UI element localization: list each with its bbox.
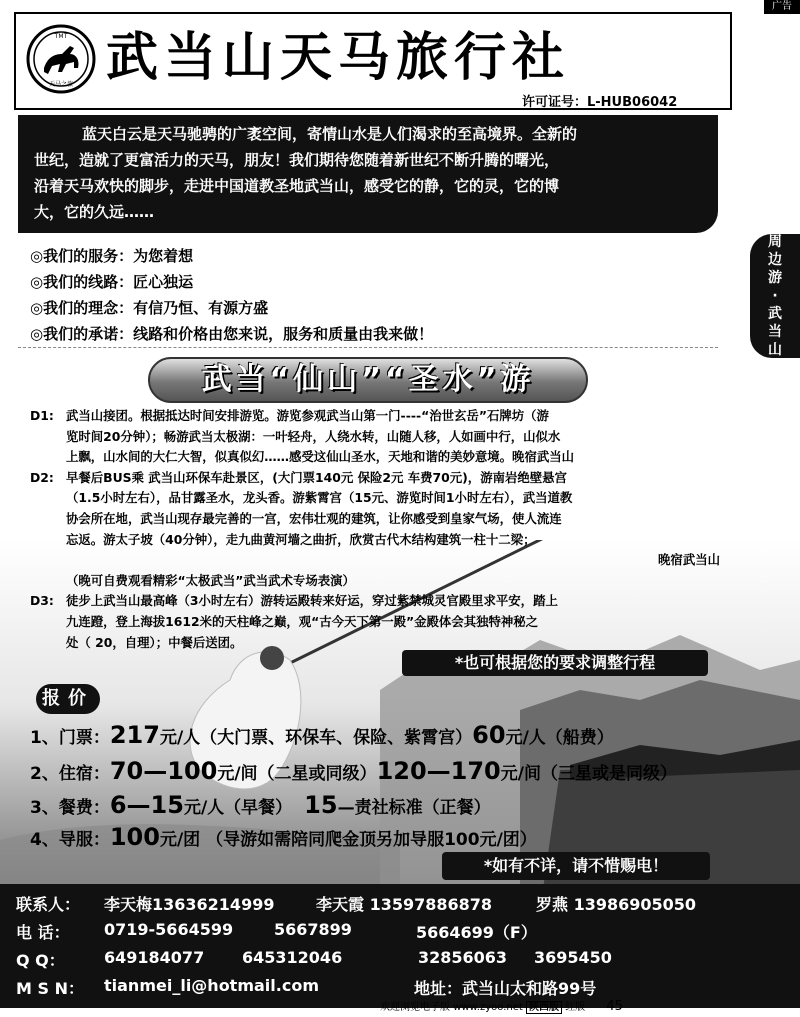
day-line: 协会所在地，武当山现存最完善的一宫，宏伟壮观的建筑，让你感受到皇家气场，使人流连 (66, 510, 562, 526)
price-unit: 元/间（三星或是同级） (500, 764, 677, 784)
contact-person: 李天梅13636214999 (104, 895, 275, 914)
service-item: ◎我们的服务：为您着想 (30, 247, 194, 265)
price-item (30, 822, 537, 855)
day-line: 忘返。游太子坡（40分钟），走九曲黄河墙之曲折，欣赏古代木结构建筑一柱十二梁； (66, 531, 536, 547)
footer-edition: 红版 (565, 1002, 586, 1013)
company-logo (26, 24, 96, 94)
contact-panel (0, 884, 800, 1008)
route-title-banner: 武当“仙山”“圣水”游 (148, 357, 588, 403)
qq-number: 649184077 (104, 948, 205, 967)
page-number: 45 (606, 999, 623, 1014)
address: 地址：武当山太和路99号 (414, 979, 597, 998)
service-item: ◎我们的承诺：线路和价格由您来说，服务和质量由我来做！ (30, 325, 434, 343)
qq-number: 3695450 (534, 948, 612, 967)
day-row (30, 406, 720, 468)
qq-number: 645312046 (242, 948, 343, 967)
intro-line: 大，它的久远…… (34, 203, 155, 221)
side-tab-char: 周 (768, 234, 782, 250)
ad-tag: 广告 (764, 0, 800, 14)
day-line: 九连蹬，登上海拔1612米的天柱峰之巅，观“古今天下第一殿”金殿体会其独特神秘之 (66, 613, 539, 629)
price-item (30, 720, 614, 753)
phone-number: 5667899 (274, 920, 352, 939)
day-line: 武当山接团。根据抵达时间安排游览。游览参观武当山第一门----“治世玄岳”石牌坊（游 (66, 408, 549, 423)
day-label: D1: (30, 408, 54, 423)
service-item: ◎我们的理念：有信乃恒、有源方盛 (30, 299, 269, 317)
msn-email[interactable]: tianmei_li@hotmail.com (104, 976, 319, 995)
price-label: 4、导服： (30, 830, 110, 850)
price-value: 6—15 (109, 791, 184, 819)
day-description (66, 468, 720, 592)
side-tab-char: · (772, 288, 778, 304)
price-label: 2、住宿： (30, 764, 110, 784)
day-line: 徒步上武当山最高峰（3小时左右）游转运殿转来好运，穿过紫禁城灵官殿里求平安，踏上 (66, 593, 558, 609)
price-value: 100 (109, 823, 160, 851)
day-label: D2: (30, 469, 54, 485)
price-unit: 元/人（大门票、环保车、保险、紫霄宫） (159, 728, 473, 748)
price-unit: 元/间（二星或同级） (217, 764, 377, 784)
contact-person: 李天霞 13597886878 (316, 895, 493, 914)
day-row (30, 591, 720, 653)
price-unit: 元/人（船费） (505, 728, 614, 748)
logo-top-text: TMT (54, 33, 68, 40)
price-value: 60 (472, 721, 506, 749)
price-heading: 报价 (36, 684, 100, 714)
itinerary (30, 406, 720, 653)
price-value: 15 (304, 791, 338, 819)
intro-line: 世纪，造就了更富活力的天马，朋友！我们期待您随着新世纪不断升腾的曙光， (34, 151, 560, 169)
intro-line: 蓝天白云是天马驰骋的广袤空间，寄情山水是人们渴求的至高境界。全新的 (82, 125, 578, 143)
footer-website: 欢迎浏览电子版 www.zyoo.net (380, 1002, 523, 1013)
price-label: 3、餐费： (30, 798, 110, 818)
price-unit: 元/人（早餐） (183, 798, 293, 818)
side-tab (750, 234, 800, 358)
side-tab-char: 当 (768, 324, 782, 340)
contact-label: 电 话： (16, 923, 70, 942)
day-label: D3: (30, 593, 54, 609)
side-tab-char: 边 (768, 252, 782, 268)
contact-label: M S N： (16, 979, 84, 998)
day-description (66, 591, 720, 653)
price-value: 120—170 (376, 757, 501, 785)
intro-block (18, 115, 718, 233)
adjust-note: *也可根据您的要求调整行程 (402, 650, 708, 676)
services-list (30, 243, 433, 347)
footer-edition-box: 陕西版 (526, 1001, 562, 1014)
price-value: 217 (109, 721, 160, 749)
day-row (30, 468, 720, 592)
license-number: 许可证号：L-HUB06042 (522, 95, 678, 110)
day-line: 早餐后BUS乘 武当山环保车赴景区，(大门票140元 保险2元 车费70元)，游南岩绝壁悬宫 (66, 469, 567, 485)
day-overnight: 晚宿武当山 (658, 552, 720, 568)
price-unit: 元/团 （导游如需陪同爬金顶另加导服100元/团） (159, 830, 537, 850)
price-item (30, 756, 677, 789)
contact-label: Q Q： (16, 951, 65, 970)
service-item: ◎我们的线路：匠心独运 (30, 273, 194, 291)
fax-number: 5664699（F） (416, 923, 537, 942)
contact-label: 联系人： (16, 895, 81, 914)
price-item (30, 790, 491, 823)
day-description (66, 406, 720, 468)
side-tab-char: 武 (768, 306, 782, 322)
day-line: 处（ 20，自理）；中餐后送团。 (66, 634, 243, 650)
logo-bottom-text: 天马之旅 (48, 81, 74, 88)
day-line: 览时间20分钟）；畅游武当太极湖：一叶轻舟，人绕水转，山随人移，人如画中行，山似水 (66, 428, 561, 444)
page-title: 武当山天马旅行社 (106, 28, 571, 88)
qq-number: 32856063 (418, 948, 508, 967)
side-tab-char: 山 (768, 342, 782, 358)
page-footer (380, 1000, 623, 1015)
day-line: 上飘，山水间的大仁大智，似真似幻……感受这仙山圣水，天地和谐的美妙意境。晚宿武当山 (66, 449, 575, 465)
inquire-note: *如有不详，请不惜赐电！ (442, 852, 710, 880)
day-note: （晚可自费观看精彩“太极武当”武当武术专场表演） (66, 572, 355, 588)
price-unit: —责社标准（正餐） (337, 798, 491, 818)
price-value: 70—100 (109, 757, 218, 785)
day-line: （1.5小时左右），品甘露圣水，龙头香。游紫霄宫（15元、游览时间1小时左右），武当道教 (66, 490, 573, 506)
intro-line: 沿着天马欢快的脚步，走进中国道教圣地武当山，感受它的静，它的灵，它的博 (34, 177, 560, 195)
divider (18, 347, 718, 348)
price-label: 1、门票： (30, 728, 110, 748)
side-tab-char: 游 (768, 270, 782, 286)
contact-person: 罗燕 13986905050 (536, 895, 697, 914)
phone-number: 0719-5664599 (104, 920, 234, 939)
